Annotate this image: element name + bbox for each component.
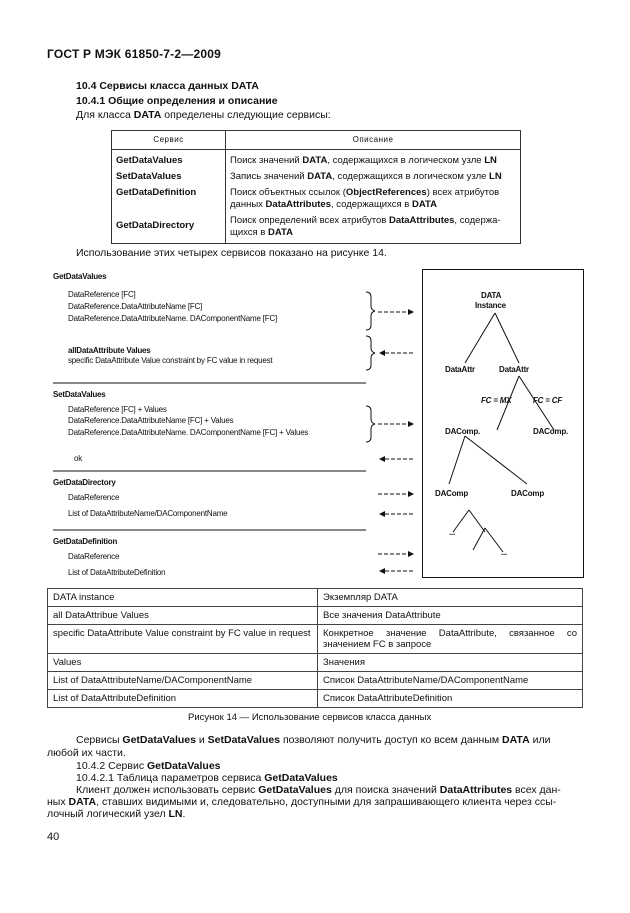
body-paragraph-2-line3: лочный логический узел LN. — [47, 808, 186, 820]
body-paragraph-2: Клиент должен использовать сервис GetDataValues для поиска значений DataAttributes всех дан- — [76, 784, 561, 796]
tree-root-instance: Instance — [475, 301, 506, 310]
services-header-description: Описание — [226, 131, 521, 150]
get-values-resp-line: specific DataAttribute Value constraint by FC value in request — [68, 356, 273, 365]
service-name: GetDataDirectory — [112, 213, 226, 244]
service-description: Поиск значений DATA, содержащихся в логическом узле LN — [226, 150, 521, 170]
get-directory-req: DataReference — [68, 493, 120, 502]
tree-dacomp-3: DAComp — [435, 489, 469, 498]
page-number: 40 — [47, 831, 60, 843]
tree-attr-right: DataAttr — [499, 365, 529, 374]
service-name: SetDataValues — [112, 169, 226, 185]
service-description: Поиск определений всех атрибутов DataAttributes, содержа- щихся в DATA — [226, 213, 521, 244]
section-heading: 10.4 Сервисы класса данных DATA — [76, 80, 259, 92]
table-row: Values Значения — [48, 654, 583, 672]
service-name: GetDataDefinition — [112, 185, 226, 213]
get-definition-resp: List of DataAttributeDefinition — [68, 568, 166, 577]
service-description: Запись значений DATA, содержащихся в логическом узле LN — [226, 169, 521, 185]
intro-paragraph: Для класса DATA определены следующие сервисы: — [76, 109, 331, 121]
get-directory-resp: List of DataAttributeName/DAComponentName — [68, 509, 228, 518]
tree-lines — [423, 270, 583, 577]
body-paragraph-2-line2: ных DATA, ставших видимыми и, следовательно, доступными для запрашивающего клиента через ссы- — [47, 796, 557, 808]
set-values-req-2: DataReference.DataAttributeName [FC] + Values — [68, 416, 234, 425]
get-values-req-1: DataReference [FC] — [68, 290, 136, 299]
get-values-title: GetDataValues — [53, 272, 107, 281]
service-name: GetDataValues — [112, 150, 226, 170]
body-paragraph-1-cont: любой их части. — [47, 747, 126, 759]
tree-attr-left: DataAttr — [445, 365, 475, 374]
tree-fc-mx: FC = MX — [481, 396, 512, 405]
brace-icon — [366, 406, 375, 442]
get-values-req-3: DataReference.DataAttributeName. DAComponentName [FC] — [68, 314, 278, 323]
tree-root-data: DATA — [481, 291, 502, 300]
tree-dacomp-2: DAComp. — [533, 427, 569, 436]
set-values-req-3: DataReference.DataAttributeName. DAComponentName [FC] + Values — [68, 428, 309, 437]
legend-table — [47, 588, 583, 708]
brace-icon — [366, 336, 375, 370]
service-description: Поиск объектных ссылок (ObjectReferences) всех атрибутов данных DataAttributes, содержащихся в DATA — [226, 185, 521, 213]
subsection-10-4-2-1: 10.4.2.1 Таблица параметров сервиса GetDataValues — [76, 772, 338, 784]
data-instance-tree — [422, 269, 584, 578]
body-paragraph-1: Сервисы GetDataValues и SetDataValues позволяют получить доступ ко всем данным DATA или — [76, 734, 551, 746]
get-definition-req: DataReference — [68, 552, 120, 561]
table-row: DATA instance Экземпляр DATA — [48, 589, 583, 607]
figure-caption: Рисунок 14 — Использование сервисов класса данных — [188, 712, 432, 723]
set-values-resp: ok — [74, 454, 83, 463]
usage-paragraph: Использование этих четырех сервисов показано на рисунке 14. — [76, 247, 387, 259]
table-row: List of DataAttributeName/DAComponentName Список DataAttributeName/DAComponentName — [48, 672, 583, 690]
get-definition-title: GetDataDefinition — [53, 537, 118, 546]
get-values-resp-title: allDataAttribute Values — [68, 346, 151, 355]
set-values-title: SetDataValues — [53, 390, 106, 399]
tree-fc-cf: FC = CF — [533, 396, 563, 405]
document-header: ГОСТ Р МЭК 61850-7-2—2009 — [47, 47, 221, 61]
get-directory-title: GetDataDirectory — [53, 478, 116, 487]
subsection-heading: 10.4.1 Общие определения и описание — [76, 95, 278, 107]
tree-ellipsis-1: ... — [449, 528, 456, 537]
table-row: List of DataAttributeDefinition Список DataAttributeDefinition — [48, 690, 583, 708]
table-row: all DataAttribue Values Все значения DataAttribute — [48, 607, 583, 625]
tree-ellipsis-2: ... — [501, 548, 508, 557]
get-values-req-2: DataReference.DataAttributeName [FC] — [68, 302, 203, 311]
set-values-req-1: DataReference [FC] + Values — [68, 405, 167, 414]
subsection-10-4-2: 10.4.2 Сервис GetDataValues — [76, 760, 221, 772]
services-header-service: Сервис — [112, 131, 226, 150]
tree-dacomp-1: DAComp. — [445, 427, 481, 436]
table-row: specific DataAttribute Value constraint by FC value in request Конкретное значение DataAttribute, связанное со значением FC в запросе — [48, 625, 583, 654]
brace-icon — [366, 292, 375, 330]
tree-dacomp-4: DAComp — [511, 489, 545, 498]
